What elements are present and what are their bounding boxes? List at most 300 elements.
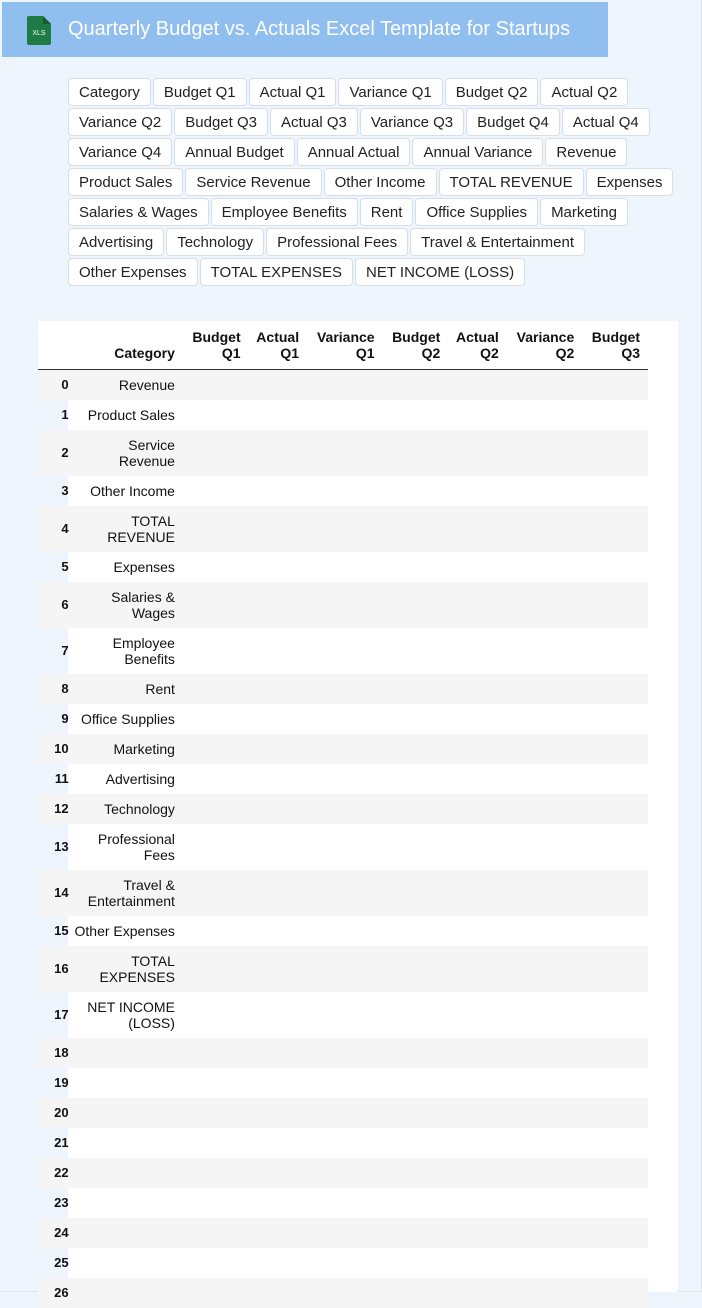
value-cell [448, 1248, 506, 1278]
row-index: 26 [38, 1278, 69, 1308]
value-cell [507, 1248, 583, 1278]
value-cell [448, 794, 506, 824]
value-cell [507, 704, 583, 734]
table-row [38, 582, 648, 628]
value-cell [249, 764, 307, 794]
value-cell [383, 824, 449, 870]
value-cell [582, 1158, 648, 1188]
value-cell [249, 1248, 307, 1278]
value-cell [249, 1188, 307, 1218]
table-row [38, 734, 648, 764]
value-cell [249, 1218, 307, 1248]
row-index: 12 [38, 794, 69, 824]
value-cell [383, 794, 449, 824]
category-cell [69, 1038, 183, 1068]
value-cell [448, 1158, 506, 1188]
value-cell [183, 582, 249, 628]
value-cell [383, 1278, 449, 1308]
value-cell [448, 704, 506, 734]
value-cell [448, 1218, 506, 1248]
value-cell [307, 734, 383, 764]
column-header[interactable]: Budget Q1 [183, 321, 249, 370]
value-cell [249, 582, 307, 628]
column-chip[interactable]: Annual Budget [174, 138, 294, 166]
value-cell [507, 476, 583, 506]
column-chip[interactable]: Actual Q1 [249, 78, 337, 106]
budget-table [38, 321, 648, 1308]
category-cell: Expenses [113, 559, 175, 575]
value-cell [307, 870, 383, 916]
table-row [38, 552, 648, 582]
value-cell [507, 400, 583, 430]
column-chip[interactable]: Salaries & Wages [68, 198, 209, 226]
row-index: 14 [38, 870, 69, 916]
value-cell [507, 1098, 583, 1128]
value-cell [307, 430, 383, 476]
value-cell [307, 370, 383, 401]
table-row [38, 1248, 648, 1278]
column-chip[interactable]: Variance Q4 [68, 138, 172, 166]
value-cell [448, 370, 506, 401]
column-chip-list [68, 78, 688, 286]
category-cell [69, 1278, 183, 1308]
table-row [38, 704, 648, 734]
column-chip[interactable]: Actual Q2 [540, 78, 628, 106]
column-chip[interactable]: Advertising [68, 228, 164, 256]
value-cell [307, 1248, 383, 1278]
value-cell [183, 674, 249, 704]
value-cell [582, 916, 648, 946]
column-chip[interactable]: Annual Actual [297, 138, 411, 166]
data-table-container[interactable] [54, 321, 678, 1300]
category-cell: TOTAL REVENUE [69, 506, 183, 552]
value-cell [383, 704, 449, 734]
row-index: 24 [38, 1218, 69, 1248]
value-cell [249, 946, 307, 992]
value-cell [183, 1218, 249, 1248]
value-cell [249, 430, 307, 476]
row-index: 3 [61, 483, 69, 498]
table-row [38, 1218, 648, 1248]
value-cell [582, 430, 648, 476]
category-cell: Professional Fees [97, 831, 175, 863]
category-cell [69, 1248, 183, 1278]
value-cell [383, 1218, 449, 1248]
value-cell [507, 506, 583, 552]
value-cell [507, 582, 583, 628]
svg-text:XLS: XLS [32, 30, 46, 37]
row-index: 1 [61, 407, 69, 422]
value-cell [249, 1068, 307, 1098]
excel-file-icon [27, 16, 51, 45]
row-index: 11 [54, 771, 69, 786]
category-cell [69, 1218, 183, 1248]
value-cell [448, 1278, 506, 1308]
value-cell [383, 764, 449, 794]
value-cell [383, 370, 449, 401]
column-chip[interactable]: Variance Q2 [68, 108, 172, 136]
category-cell [69, 1158, 183, 1188]
row-index: 22 [38, 1158, 69, 1188]
row-index: 19 [54, 1075, 69, 1090]
value-cell [383, 1158, 449, 1188]
value-cell [582, 1098, 648, 1128]
value-cell [183, 1278, 249, 1308]
value-cell [249, 552, 307, 582]
value-cell [183, 1098, 249, 1128]
value-cell [383, 1188, 449, 1218]
value-cell [507, 628, 583, 674]
category-cell: Travel & Entertainment [69, 870, 183, 916]
column-chip[interactable]: Professional Fees [266, 228, 408, 256]
value-cell [307, 1218, 383, 1248]
value-cell [507, 1128, 583, 1158]
table-row [38, 916, 648, 946]
column-chip[interactable]: Other Income [324, 168, 437, 196]
column-chip[interactable]: Product Sales [68, 168, 183, 196]
value-cell [183, 704, 249, 734]
value-cell [582, 1278, 648, 1308]
value-cell [183, 628, 249, 674]
value-cell [507, 370, 583, 401]
value-cell [507, 946, 583, 992]
column-header[interactable]: Variance Q1 [307, 321, 383, 370]
column-chip[interactable]: Variance Q3 [360, 108, 464, 136]
row-index: 17 [54, 1007, 69, 1022]
table-row [38, 1278, 648, 1308]
table-row [38, 1038, 648, 1068]
category-cell: Marketing [69, 734, 183, 764]
value-cell [383, 674, 449, 704]
table-row [38, 824, 648, 870]
value-cell [507, 794, 583, 824]
column-chip[interactable]: Category [68, 78, 151, 106]
column-chip[interactable]: Variance Q1 [338, 78, 442, 106]
value-cell [507, 734, 583, 764]
row-index: 0 [38, 370, 69, 401]
value-cell [507, 764, 583, 794]
value-cell [582, 1128, 648, 1158]
value-cell [448, 400, 506, 430]
column-chip[interactable]: Expenses [586, 168, 674, 196]
category-cell: TOTAL EXPENSES [69, 946, 183, 992]
value-cell [448, 506, 506, 552]
value-cell [582, 552, 648, 582]
value-cell [183, 1248, 249, 1278]
row-index: 10 [38, 734, 69, 764]
value-cell [183, 734, 249, 764]
value-cell [448, 764, 506, 794]
value-cell [307, 1038, 383, 1068]
value-cell [507, 674, 583, 704]
value-cell [249, 704, 307, 734]
value-cell [249, 992, 307, 1038]
category-cell: Advertising [105, 771, 175, 787]
value-cell [249, 916, 307, 946]
value-cell [307, 506, 383, 552]
value-cell [383, 628, 449, 674]
value-cell [582, 734, 648, 764]
category-cell: Office Supplies [81, 711, 175, 727]
column-chip[interactable]: Travel & Entertainment [410, 228, 585, 256]
row-index: 16 [38, 946, 69, 992]
value-cell [307, 1158, 383, 1188]
value-cell [383, 506, 449, 552]
value-cell [448, 992, 506, 1038]
category-cell: Other Income [90, 483, 175, 499]
table-row [38, 992, 648, 1038]
column-chip[interactable]: Actual Q3 [270, 108, 358, 136]
column-chip[interactable]: Budget Q3 [174, 108, 268, 136]
value-cell [307, 552, 383, 582]
column-chip[interactable]: Technology [166, 228, 264, 256]
table-row [38, 870, 648, 916]
value-cell [507, 1188, 583, 1218]
page-title: Quarterly Budget vs. Actuals Excel Template for Startups [68, 18, 571, 40]
row-index: 25 [54, 1255, 69, 1270]
category-cell: Rent [69, 674, 183, 704]
row-index: 9 [61, 711, 69, 726]
value-cell [183, 400, 249, 430]
value-cell [307, 1098, 383, 1128]
value-cell [383, 870, 449, 916]
value-cell [448, 582, 506, 628]
value-cell [307, 824, 383, 870]
category-cell: Salaries & Wages [69, 582, 183, 628]
row-index: 20 [38, 1098, 69, 1128]
value-cell [448, 946, 506, 992]
column-header[interactable]: Budget Q2 [383, 321, 449, 370]
column-chip[interactable]: Budget Q4 [466, 108, 560, 136]
column-header[interactable]: Variance Q2 [507, 321, 583, 370]
value-cell [448, 1098, 506, 1128]
value-cell [383, 476, 449, 506]
page-header [2, 2, 608, 57]
row-index: 6 [38, 582, 69, 628]
table-row [38, 1158, 648, 1188]
value-cell [307, 400, 383, 430]
column-chip[interactable]: Rent [360, 198, 414, 226]
value-cell [383, 916, 449, 946]
table-row [38, 476, 648, 506]
value-cell [448, 824, 506, 870]
column-header[interactable]: Actual Q1 [249, 321, 307, 370]
value-cell [183, 506, 249, 552]
value-cell [383, 552, 449, 582]
column-header[interactable]: Actual Q2 [448, 321, 506, 370]
value-cell [507, 1068, 583, 1098]
column-chip[interactable]: Budget Q2 [445, 78, 539, 106]
category-cell: Other Expenses [74, 923, 175, 939]
table-row [38, 946, 648, 992]
table-row [38, 1098, 648, 1128]
row-index: 5 [61, 559, 69, 574]
row-index: 7 [61, 643, 69, 658]
value-cell [582, 400, 648, 430]
value-cell [249, 1098, 307, 1128]
value-cell [307, 794, 383, 824]
row-index: 2 [38, 430, 69, 476]
value-cell [183, 370, 249, 401]
value-cell [507, 1218, 583, 1248]
value-cell [249, 628, 307, 674]
value-cell [383, 1038, 449, 1068]
category-cell: Employee Benefits [112, 635, 175, 667]
value-cell [183, 552, 249, 582]
value-cell [448, 1068, 506, 1098]
value-cell [383, 582, 449, 628]
value-cell [183, 992, 249, 1038]
value-cell [307, 764, 383, 794]
value-cell [507, 1278, 583, 1308]
table-row [38, 370, 648, 401]
value-cell [582, 476, 648, 506]
value-cell [307, 704, 383, 734]
category-cell: Product Sales [87, 407, 175, 423]
value-cell [249, 870, 307, 916]
value-cell [249, 476, 307, 506]
value-cell [183, 1068, 249, 1098]
table-row [38, 430, 648, 476]
value-cell [582, 582, 648, 628]
column-chip[interactable]: Office Supplies [415, 198, 538, 226]
value-cell [383, 1248, 449, 1278]
value-cell [249, 734, 307, 764]
row-index: 18 [38, 1038, 69, 1068]
value-cell [383, 734, 449, 764]
value-cell [383, 992, 449, 1038]
value-cell [448, 1188, 506, 1218]
value-cell [448, 430, 506, 476]
value-cell [183, 1188, 249, 1218]
value-cell [507, 1158, 583, 1188]
value-cell [507, 992, 583, 1038]
value-cell [448, 734, 506, 764]
category-cell [69, 1068, 183, 1098]
row-index: 21 [54, 1135, 69, 1150]
value-cell [249, 506, 307, 552]
value-cell [448, 1038, 506, 1068]
value-cell [307, 946, 383, 992]
column-chip[interactable]: Actual Q4 [562, 108, 650, 136]
value-cell [582, 1068, 648, 1098]
value-cell [183, 1038, 249, 1068]
column-chip[interactable]: Budget Q1 [153, 78, 247, 106]
value-cell [307, 1188, 383, 1218]
value-cell [582, 764, 648, 794]
value-cell [582, 824, 648, 870]
value-cell [383, 430, 449, 476]
value-cell [183, 430, 249, 476]
table-header-row [38, 321, 648, 370]
column-header[interactable]: Category [69, 321, 183, 370]
value-cell [448, 552, 506, 582]
column-chip[interactable]: TOTAL EXPENSES [200, 258, 353, 286]
value-cell [507, 552, 583, 582]
value-cell [249, 824, 307, 870]
value-cell [383, 946, 449, 992]
category-cell [69, 1128, 183, 1158]
value-cell [383, 400, 449, 430]
category-cell: Service Revenue [69, 430, 183, 476]
value-cell [582, 628, 648, 674]
table-row [38, 628, 648, 674]
table-row [38, 794, 648, 824]
table-row [38, 674, 648, 704]
table-row [38, 1128, 648, 1158]
value-cell [582, 870, 648, 916]
category-cell: Revenue [69, 370, 183, 401]
value-cell [183, 764, 249, 794]
value-cell [249, 1128, 307, 1158]
column-chip[interactable]: Annual Variance [412, 138, 543, 166]
value-cell [582, 946, 648, 992]
column-chip[interactable]: Marketing [540, 198, 628, 226]
value-cell [249, 400, 307, 430]
value-cell [448, 674, 506, 704]
value-cell [507, 430, 583, 476]
value-cell [183, 476, 249, 506]
value-cell [307, 582, 383, 628]
category-cell: Technology [69, 794, 183, 824]
value-cell [249, 794, 307, 824]
value-cell [582, 370, 648, 401]
row-index: 4 [38, 506, 69, 552]
value-cell [249, 1158, 307, 1188]
row-index: 13 [54, 839, 69, 854]
value-cell [507, 870, 583, 916]
value-cell [582, 1248, 648, 1278]
column-header[interactable] [38, 321, 69, 370]
value-cell [183, 824, 249, 870]
value-cell [307, 1128, 383, 1158]
row-index: 15 [54, 923, 69, 938]
row-index: 8 [38, 674, 69, 704]
value-cell [582, 506, 648, 552]
row-index: 23 [54, 1195, 69, 1210]
column-chip[interactable]: Other Expenses [68, 258, 198, 286]
column-chip[interactable]: Employee Benefits [211, 198, 358, 226]
value-cell [448, 916, 506, 946]
column-chip[interactable]: TOTAL REVENUE [439, 168, 584, 196]
value-cell [307, 992, 383, 1038]
column-chip[interactable]: Service Revenue [185, 168, 321, 196]
value-cell [307, 628, 383, 674]
value-cell [249, 1038, 307, 1068]
value-cell [448, 1128, 506, 1158]
value-cell [183, 1128, 249, 1158]
value-cell [507, 1038, 583, 1068]
category-cell [69, 1098, 183, 1128]
value-cell [249, 370, 307, 401]
value-cell [183, 1158, 249, 1188]
value-cell [307, 674, 383, 704]
value-cell [307, 476, 383, 506]
value-cell [249, 674, 307, 704]
value-cell [183, 870, 249, 916]
value-cell [249, 1278, 307, 1308]
table-row [38, 506, 648, 552]
category-cell: NET INCOME (LOSS) [87, 999, 175, 1031]
value-cell [383, 1068, 449, 1098]
value-cell [507, 824, 583, 870]
column-chip[interactable]: NET INCOME (LOSS) [355, 258, 525, 286]
column-header[interactable]: Budget Q3 [582, 321, 648, 370]
table-row [38, 764, 648, 794]
column-chip[interactable]: Revenue [545, 138, 627, 166]
value-cell [582, 704, 648, 734]
table-row [38, 400, 648, 430]
